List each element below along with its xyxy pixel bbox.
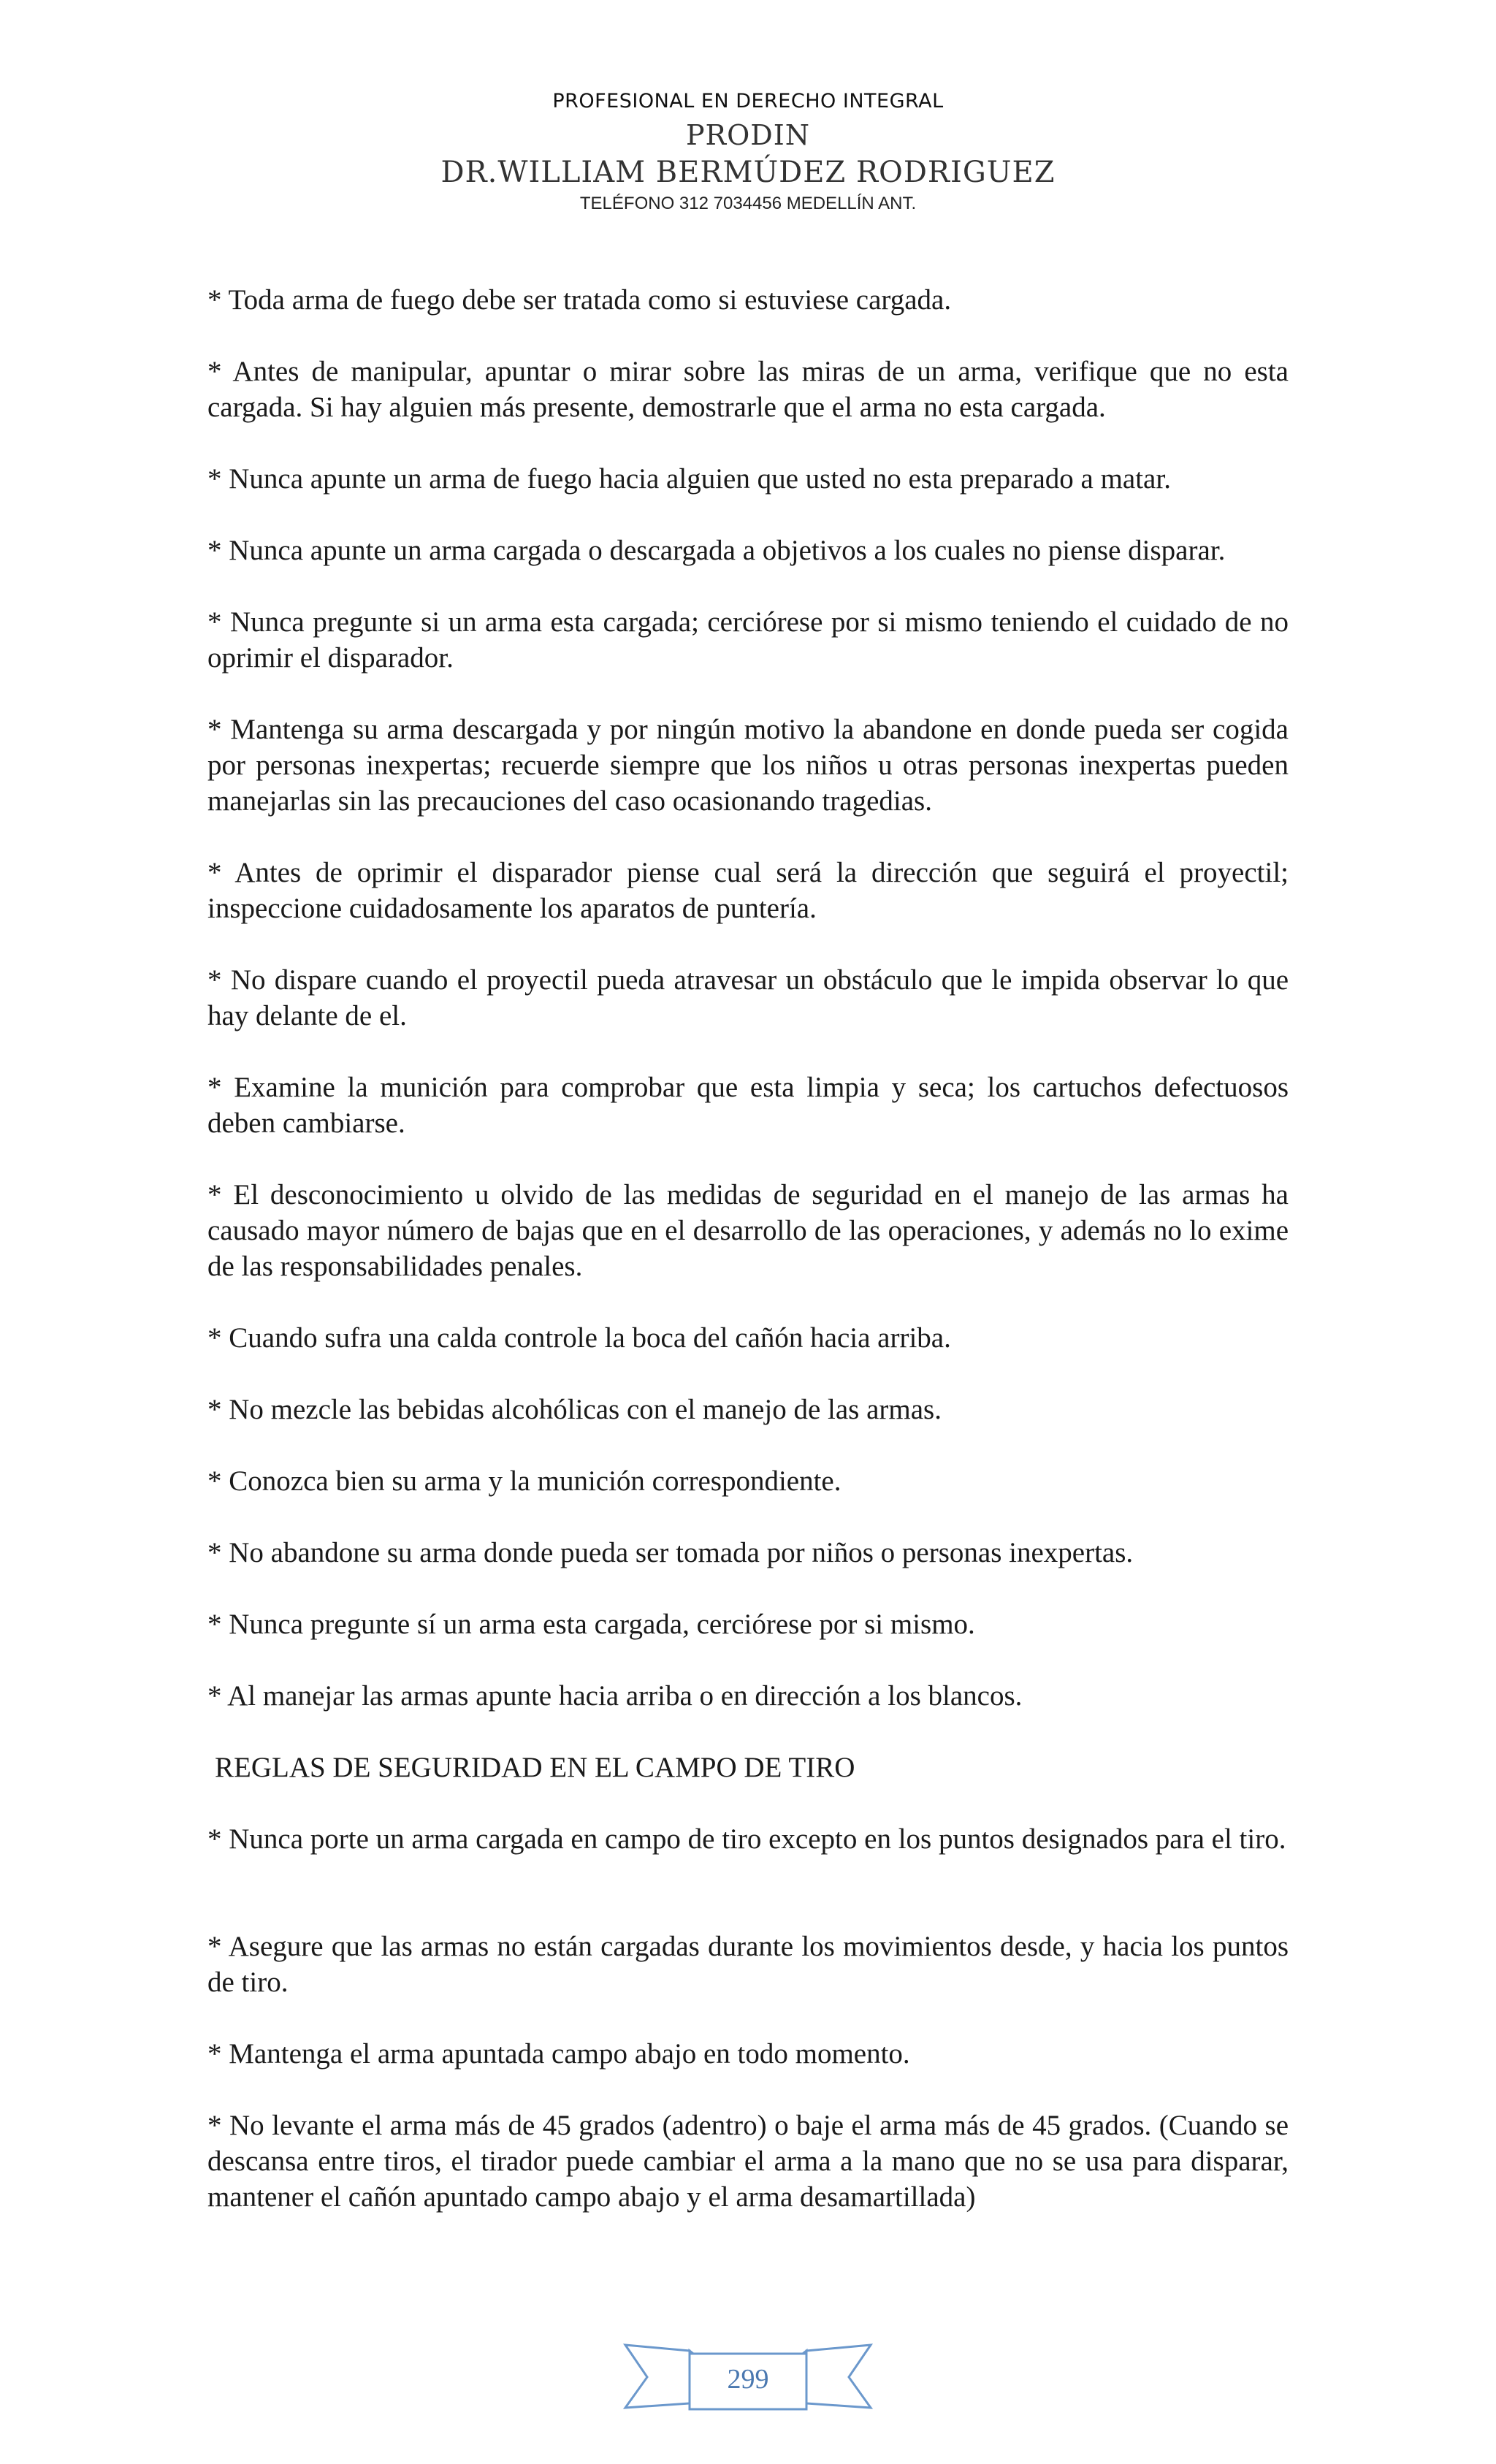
- rule-paragraph: * No mezcle las bebidas alcohólicas con el manejo de las armas.: [207, 1394, 942, 1425]
- page-footer: [0, 2338, 1496, 2418]
- document-body: [207, 282, 1289, 2251]
- rule-paragraph: * Nunca pregunte si un arma esta cargada; cerciórese por si mismo teniendo el cuidado de no oprimir el disparador.: [207, 606, 1289, 674]
- rule-paragraph: * Examine la munición para comprobar que esta limpia y seca; los cartuchos defectuosos deben cambiarse.: [207, 1072, 1289, 1139]
- page-number: 299: [727, 2364, 769, 2395]
- header-contact: TELÉFONO 312 7034456 MEDELLÍN ANT.: [579, 194, 917, 213]
- page-header: [0, 86, 1496, 216]
- rule-paragraph: * El desconocimiento u olvido de las medidas de seguridad en el manejo de las armas ha causado mayor número de bajas que en el desarrollo de las operaciones, y además no lo exime de las responsabilidades penales.: [207, 1179, 1289, 1282]
- header-profession: PROFESIONAL EN DERECHO INTEGRAL: [552, 90, 944, 112]
- range-rule-paragraph: * Mantenga el arma apuntada campo abajo en todo momento.: [207, 2038, 910, 2070]
- rule-paragraph: * Conozca bien su arma y la munición correspondiente.: [207, 1465, 842, 1497]
- rule-paragraph: * Nunca apunte un arma cargada o descargada a objetivos a los cuales no piense disparar.: [207, 535, 1226, 566]
- range-rule-paragraph: * No levante el arma más de 45 grados (adentro) o baje el arma más de 45 grados. (Cuando se descansa entre tiros, el tirador puede cambiar el arma a la mano que no se usa para disparar, mantener el cañón apuntado campo abajo y el arma desamartillada): [207, 2110, 1289, 2213]
- rule-paragraph: * Toda arma de fuego debe ser tratada como si estuviese cargada.: [207, 284, 952, 316]
- range-rule-paragraph: * Nunca porte un arma cargada en campo de tiro excepto en los puntos designados para el tiro.: [207, 1823, 1286, 1855]
- rule-paragraph: * No abandone su arma donde pueda ser tomada por niños o personas inexpertas.: [207, 1537, 1134, 1568]
- rule-paragraph: * Al manejar las armas apunte hacia arriba o en dirección a los blancos.: [207, 1680, 1023, 1712]
- range-rule-paragraph: * Asegure que las armas no están cargadas durante los movimientos desde, y hacia los puntos de tiro.: [207, 1931, 1289, 1998]
- header-brand: PRODIN: [685, 119, 811, 151]
- rule-paragraph: * Nunca pregunte sí un arma esta cargada, cerciórese por si mismo.: [207, 1609, 975, 1640]
- rule-paragraph: * No dispare cuando el proyectil pueda atravesar un obstáculo que le impida observar lo que hay delante de el.: [207, 964, 1289, 1031]
- rule-paragraph: * Antes de manipular, apuntar o mirar sobre las miras de un arma, verifique que no esta cargada. Si hay alguien más presente, demostrarle que el arma no esta cargada.: [207, 356, 1289, 423]
- header-author: DR.WILLIAM BERMÚDEZ RODRIGUEZ: [440, 156, 1056, 189]
- rule-paragraph: * Cuando sufra una calda controle la boca del cañón hacia arriba.: [207, 1322, 951, 1354]
- rule-paragraph: * Nunca apunte un arma de fuego hacia alguien que usted no esta preparado a matar.: [207, 463, 1171, 495]
- section-heading: REGLAS DE SEGURIDAD EN EL CAMPO DE TIRO: [215, 1752, 855, 1783]
- rule-paragraph: * Antes de oprimir el disparador piense cual será la dirección que seguirá el proyectil; inspeccione cuidadosamente los aparatos de puntería.: [207, 857, 1289, 924]
- rule-paragraph: * Mantenga su arma descargada y por ningún motivo la abandone en donde pueda ser cogida por personas inexpertas; recuerde siempre que los niños u otras personas inexpertas pueden manejarlas sin las precauciones del caso ocasionando tragedias.: [207, 714, 1289, 817]
